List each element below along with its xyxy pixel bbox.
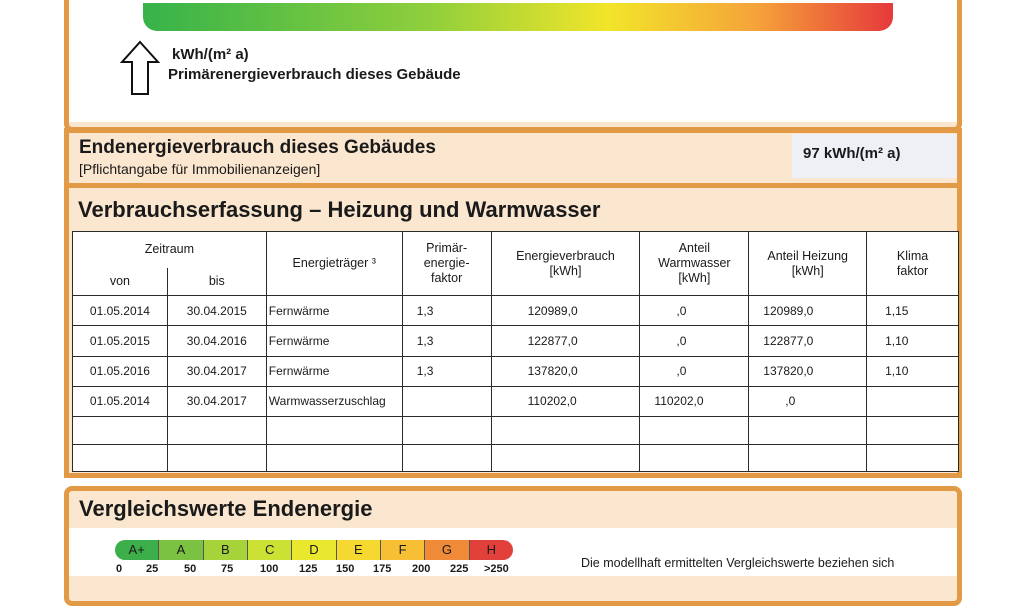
class-label: C <box>248 540 292 560</box>
tick-label: 175 <box>373 563 392 575</box>
cell-empty <box>73 444 168 471</box>
tick-label: 225 <box>450 563 469 575</box>
cell-primaerenergiefaktor <box>402 386 491 416</box>
header-energietraeger: Energieträger ³ <box>266 232 402 296</box>
table-row <box>73 296 959 326</box>
tick-label: 125 <box>299 563 318 575</box>
cell-anteil-heizung: 120989,0 <box>749 296 867 326</box>
cell-anteil-warmwasser: 110202,0 <box>640 386 749 416</box>
arrow-up-icon <box>120 40 160 96</box>
cell-bis: 30.04.2015 <box>167 296 266 326</box>
header-anteil-heizung: Anteil Heizung [kWh] <box>749 232 867 296</box>
table-row <box>73 386 959 416</box>
cell-klimafaktor: 1,10 <box>867 356 959 386</box>
tick-label: 50 <box>184 563 197 575</box>
class-label: F <box>381 540 425 560</box>
energy-class-ticks <box>108 563 518 577</box>
cell-empty <box>402 416 491 444</box>
cell-bis: 30.04.2017 <box>167 356 266 386</box>
cell-klimafaktor: 1,10 <box>867 326 959 356</box>
cell-energietraeger: Fernwärme <box>266 296 402 326</box>
cell-von: 01.05.2016 <box>73 356 168 386</box>
energy-class-scale <box>115 540 513 560</box>
cell-empty <box>491 416 640 444</box>
header-klimafaktor: Klima faktor <box>867 232 959 296</box>
class-label: B <box>204 540 248 560</box>
table-row <box>73 444 959 471</box>
tick-label: 100 <box>260 563 279 575</box>
cell-empty <box>167 416 266 444</box>
cell-energietraeger: Fernwärme <box>266 356 402 386</box>
endenergie-title: Endenergieverbrauch dieses Gebäudes <box>79 137 436 158</box>
comparison-section-title: Vergleichswerte Endenergie <box>79 496 373 521</box>
cell-empty <box>749 416 867 444</box>
cell-empty <box>867 444 959 471</box>
cell-primaerenergiefaktor: 1,3 <box>402 356 491 386</box>
cell-empty <box>867 416 959 444</box>
table-row <box>73 356 959 386</box>
cell-energietraeger: Fernwärme <box>266 326 402 356</box>
tick-label: 75 <box>221 563 234 575</box>
cell-empty <box>167 444 266 471</box>
header-energieverbrauch: Energieverbrauch [kWh] <box>491 232 640 296</box>
primary-energy-label: Primärenergieverbrauch dieses Gebäude <box>168 66 461 83</box>
header-anteil-warmwasser: Anteil Warmwasser [kWh] <box>640 232 749 296</box>
cell-von: 01.05.2014 <box>73 386 168 416</box>
tick-label: >250 <box>484 563 509 575</box>
cell-anteil-heizung: 122877,0 <box>749 326 867 356</box>
cell-klimafaktor: 1,15 <box>867 296 959 326</box>
cell-primaerenergiefaktor: 1,3 <box>402 296 491 326</box>
cell-bis: 30.04.2016 <box>167 326 266 356</box>
section-divider <box>69 183 957 188</box>
cell-anteil-heizung: 137820,0 <box>749 356 867 386</box>
tick-label: 200 <box>412 563 431 575</box>
consumption-section-title: Verbrauchserfassung – Heizung und Warmwasser <box>78 197 601 222</box>
class-label: G <box>425 540 469 560</box>
header-primaerenergiefaktor: Primär- energie- faktor <box>402 232 491 296</box>
cell-energieverbrauch: 110202,0 <box>491 386 640 416</box>
class-label: D <box>292 540 336 560</box>
endenergie-value: 97 kWh/(m² a) <box>803 145 901 162</box>
tick-label: 0 <box>116 563 123 575</box>
cell-von: 01.05.2015 <box>73 326 168 356</box>
cell-energieverbrauch: 122877,0 <box>491 326 640 356</box>
class-label: H <box>470 540 513 560</box>
cell-bis: 30.04.2017 <box>167 386 266 416</box>
cell-klimafaktor <box>867 386 959 416</box>
cell-empty <box>640 444 749 471</box>
cell-empty <box>491 444 640 471</box>
header-zeitraum: Zeitraum <box>73 232 267 268</box>
endenergie-note: [Pflichtangabe für Immobilienanzeigen] <box>79 161 321 177</box>
cell-empty <box>266 416 402 444</box>
cell-energietraeger: Warmwasserzuschlag <box>266 386 402 416</box>
tick-label: 25 <box>146 563 159 575</box>
class-label: E <box>337 540 381 560</box>
cell-empty <box>73 416 168 444</box>
cell-empty <box>640 416 749 444</box>
cell-von: 01.05.2014 <box>73 296 168 326</box>
table-row <box>73 326 959 356</box>
class-label: A+ <box>115 540 159 560</box>
class-label: A <box>159 540 203 560</box>
consumption-table <box>72 231 959 472</box>
cell-energieverbrauch: 137820,0 <box>491 356 640 386</box>
cell-anteil-warmwasser: ,0 <box>640 326 749 356</box>
table-row <box>73 416 959 444</box>
cell-anteil-warmwasser: ,0 <box>640 296 749 326</box>
cell-empty <box>402 444 491 471</box>
cell-anteil-heizung: ,0 <box>749 386 867 416</box>
energy-scale-bar <box>143 3 893 31</box>
cell-empty <box>749 444 867 471</box>
energy-unit-label: kWh/(m² a) <box>172 46 249 63</box>
cell-primaerenergiefaktor: 1,3 <box>402 326 491 356</box>
comparison-description: Die modellhaft ermittelten Vergleichswerte beziehen sich <box>581 556 895 570</box>
cell-empty <box>266 444 402 471</box>
tick-label: 150 <box>336 563 355 575</box>
cell-energieverbrauch: 120989,0 <box>491 296 640 326</box>
cell-anteil-warmwasser: ,0 <box>640 356 749 386</box>
header-bis: bis <box>167 268 266 296</box>
header-von: von <box>73 268 168 296</box>
